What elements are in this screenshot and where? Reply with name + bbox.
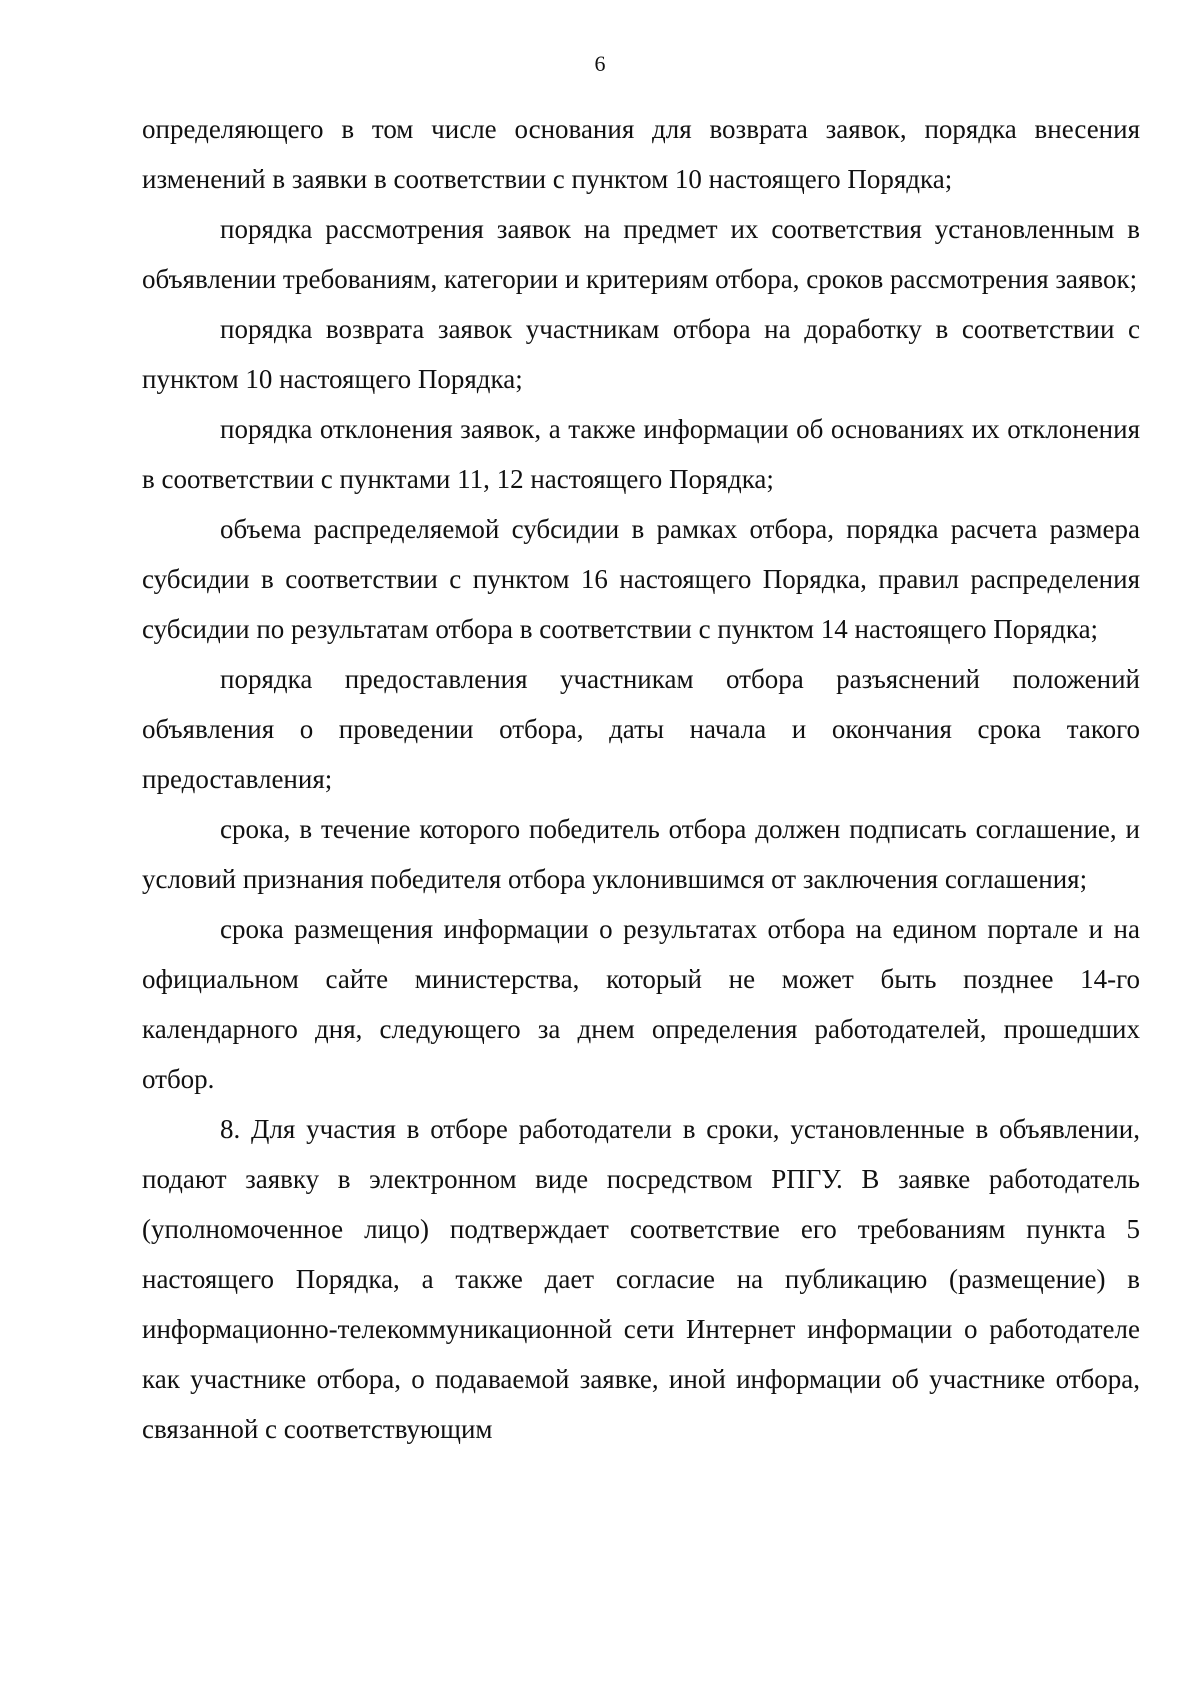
paragraph-clarifications: порядка предоставления участникам отбора разъяснений положений объявления о проведении отбора, даты начала и окончания срока такого предоставления; bbox=[142, 664, 1140, 794]
paragraph-section-8: 8. Для участия в отборе работодатели в сроки, установленные в объявлении, подают заявку в электронном виде посредством РПГУ. В заявке работодатель (уполномоченное лицо) подтверждает соответствие его требованиям пункта 5 настоящего Порядка, а также дает согласие на публикацию (размещение) в информационно-телекоммуникационной сети Интернет информации о работодателе как участнике отбора, о подаваемой заявке, иной информации об участнике отбора, связанной с соответствующим bbox=[142, 1114, 1140, 1444]
paragraph-review-procedure: порядка рассмотрения заявок на предмет их соответствия установленным в объявлении требованиям, категории и критериям отбора, сроков рассмотрения заявок; bbox=[142, 214, 1140, 294]
page-number: 6 bbox=[594, 51, 606, 76]
paragraph-continuation: определяющего в том числе основания для возврата заявок, порядка внесения изменений в заявки в соответствии с пунктом 10 настоящего Порядка; bbox=[142, 114, 1140, 194]
paragraph-agreement-term: срока, в течение которого победитель отбора должен подписать соглашение, и условий признания победителя отбора уклонившимся от заключения соглашения; bbox=[142, 814, 1140, 894]
document-body bbox=[142, 104, 1140, 1454]
paragraph-subsidy-volume: объема распределяемой субсидии в рамках отбора, порядка расчета размера субсидии в соответствии с пунктом 16 настоящего Порядка, правил распределения субсидии по результатам отбора в соответствии с пунктом 14 настоящего Порядка; bbox=[142, 514, 1140, 644]
paragraph-results-publication: срока размещения информации о результатах отбора на едином портале и на официальном сайте министерства, который не может быть позднее 14-го календарного дня, следующего за днем определения работодателей, прошедших отбор. bbox=[142, 914, 1140, 1094]
paragraph-return-procedure: порядка возврата заявок участникам отбора на доработку в соответствии с пунктом 10 настоящего Порядка; bbox=[142, 314, 1140, 394]
paragraph-rejection-procedure: порядка отклонения заявок, а также информации об основаниях их отклонения в соответствии с пунктами 11, 12 настоящего Порядка; bbox=[142, 414, 1140, 494]
